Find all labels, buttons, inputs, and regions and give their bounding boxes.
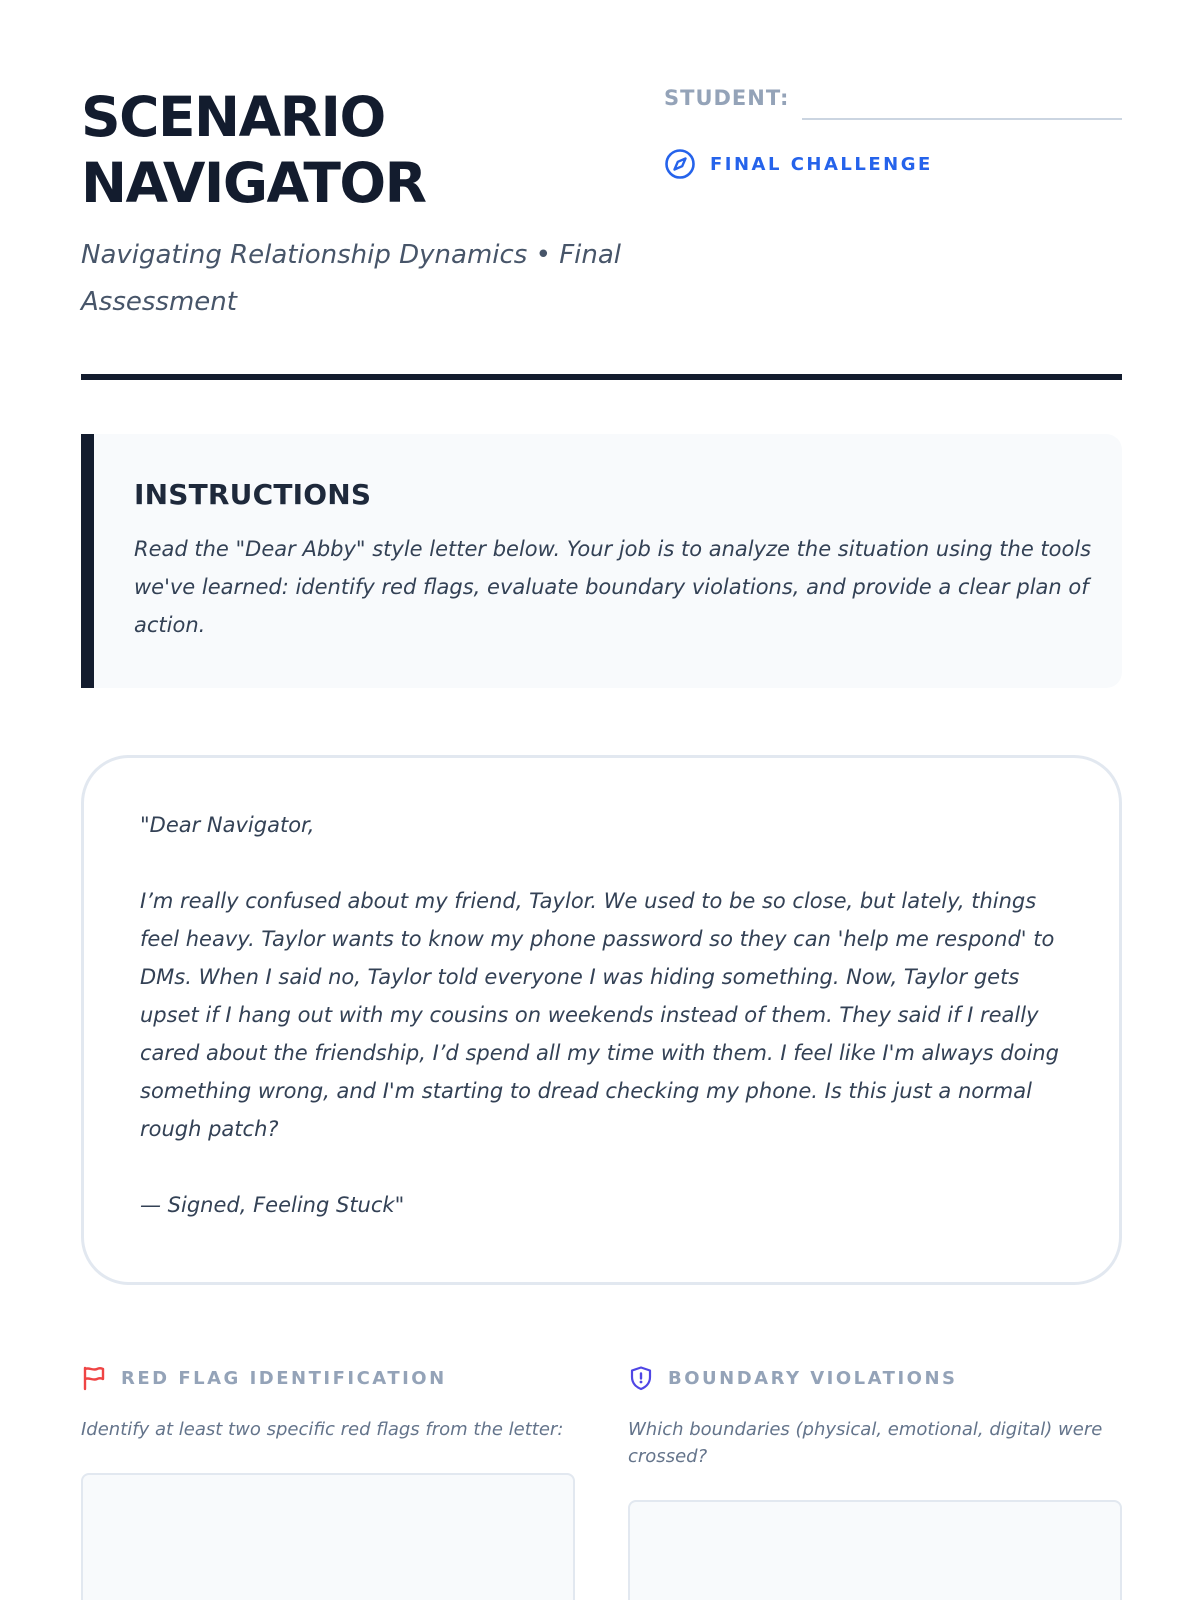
- student-label: STUDENT:: [664, 86, 790, 110]
- shield-alert-icon: [628, 1365, 654, 1391]
- boundary-prompt: Which boundaries (physical, emotional, digital) were crossed?: [628, 1419, 1103, 1467]
- letter-greeting: "Dear Navigator,: [140, 813, 315, 837]
- flag-icon: [81, 1365, 107, 1391]
- red-flag-title: RED FLAG IDENTIFICATION: [121, 1367, 447, 1389]
- boundary-section: [628, 1362, 1122, 1470]
- letter-body: I’m really confused about my friend, Taylor. We used to be so close, but lately, things feel heavy. Taylor wants to know my phone password so they can 'help me respond' to DMs. When I said no, Taylor told everyone I was hiding something. Now, Taylor gets upset if I hang out with my cousins on weekends instead of them. They said if I really cared about the friendship, I’d spend all my time with them. I feel like I'm always doing something wrong, and I'm starting to dread checking my phone. Is this just a normal rough patch?: [140, 889, 1059, 1141]
- student-field[interactable]: [664, 86, 1122, 122]
- boundary-title: BOUNDARY VIOLATIONS: [668, 1367, 958, 1389]
- instructions-text: Read the "Dear Abby" style letter below. Your job is to analyze the situation using the tools we've learned: identify red flags, evaluate boundary violations, and provide a clear plan of action.: [134, 537, 1092, 637]
- challenge-label: FINAL CHALLENGE: [710, 153, 933, 175]
- challenge-badge: [664, 148, 933, 180]
- page-subtitle: Navigating Relationship Dynamics • Final Assessment: [81, 240, 622, 317]
- student-name-line[interactable]: [802, 118, 1122, 120]
- red-flag-answer-box[interactable]: [81, 1473, 575, 1600]
- compass-icon: [664, 148, 696, 180]
- red-flag-prompt: Identify at least two specific red flags from the letter:: [81, 1419, 564, 1440]
- scenario-letter: [81, 755, 1122, 1285]
- red-flag-section: [81, 1362, 575, 1443]
- instructions-panel: [81, 434, 1122, 688]
- page-title-line-1: SCENARIO: [81, 85, 385, 149]
- instructions-accent-bar: [81, 434, 94, 688]
- letter-signature: — Signed, Feeling Stuck": [140, 1193, 405, 1217]
- page-title-line-2: NAVIGATOR: [81, 151, 426, 215]
- header-divider: [81, 374, 1122, 380]
- instructions-heading: INSTRUCTIONS: [134, 478, 372, 511]
- boundary-answer-box[interactable]: [628, 1500, 1122, 1600]
